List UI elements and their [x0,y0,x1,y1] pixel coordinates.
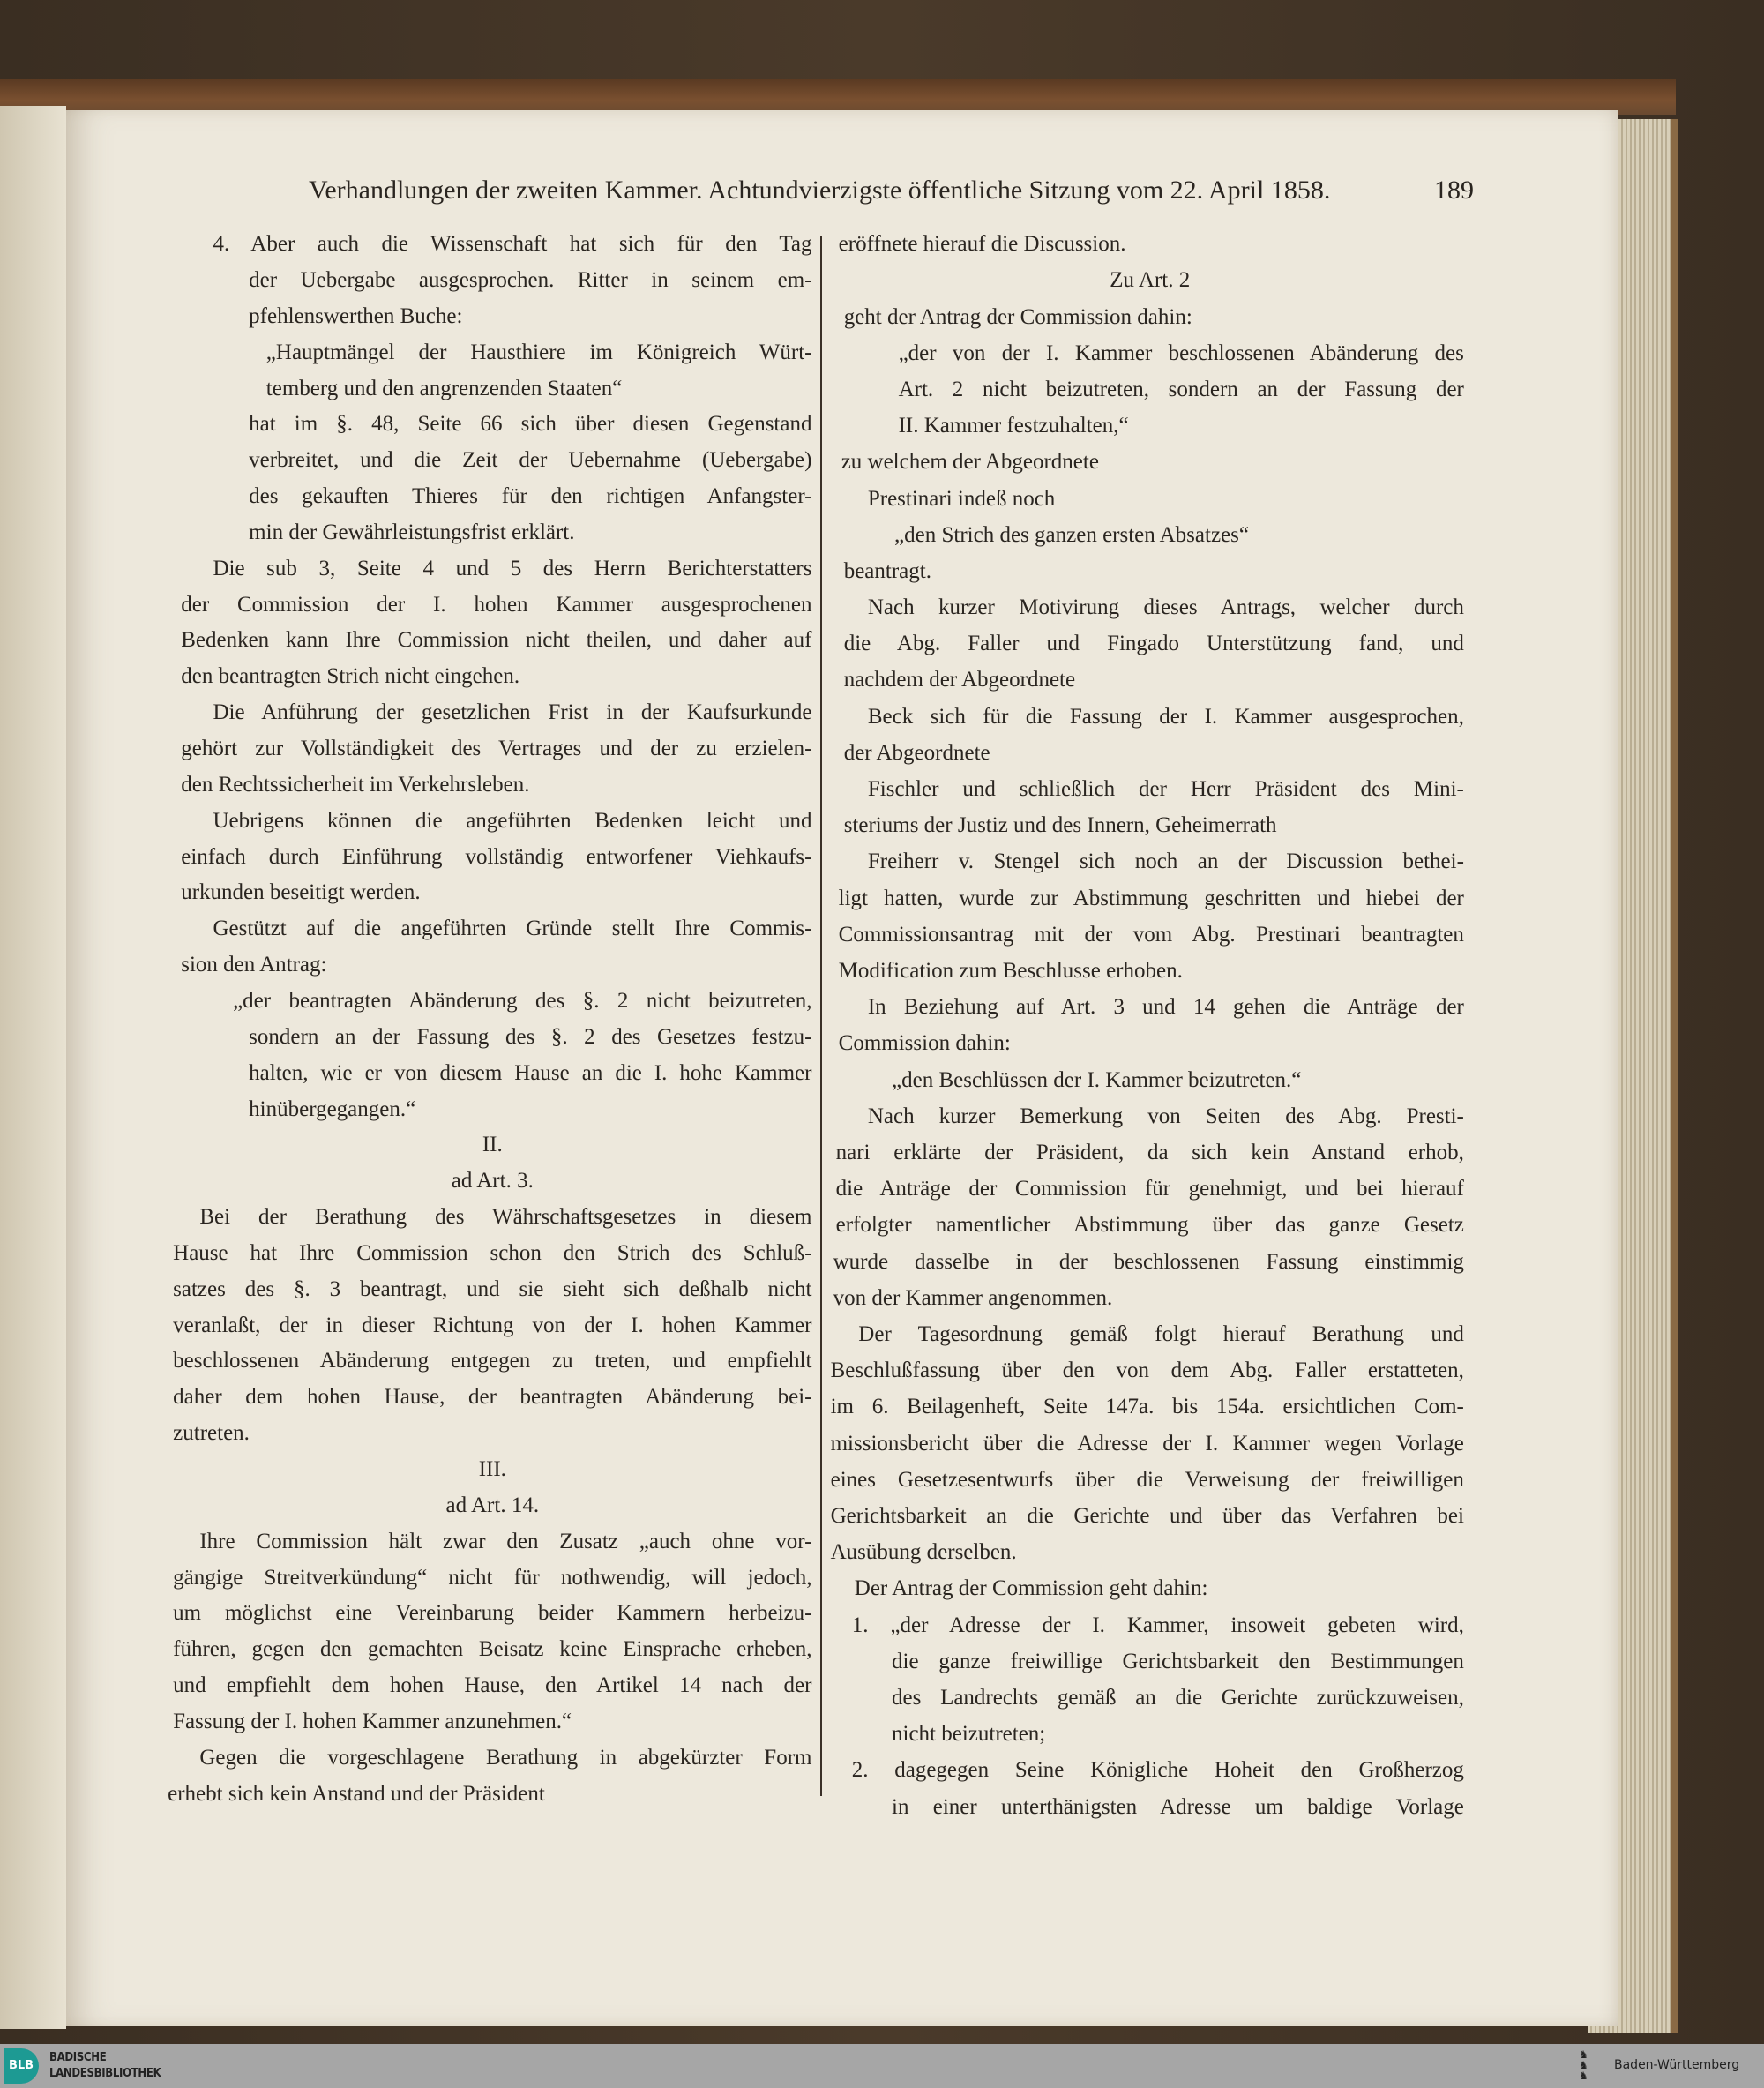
library-name-2: LANDESBIBLIOTHEK [49,2067,161,2080]
text-line: den Rechtssicherheit im Verkehrsleben. [181,772,530,797]
text-line: des gekauften Thieres für den richtigen Anfangster- [249,484,812,509]
text-line: verbreitet, und die Zeit der Uebernahme (Uebergabe) [249,448,812,473]
text-line: sion den Antrag: [181,953,327,977]
text-line: halten, wie er von diesem Hause an die I. hohe Kammer [249,1060,812,1085]
text-line: temberg und den angrenzenden Staaten“ [265,376,623,400]
text-line: erfolgter namentlicher Abstimmung über das ganze Gesetz [835,1213,1464,1238]
page-number: 189 [1434,176,1474,205]
text-line: missionsbericht über die Adresse der I. Kammer wegen Vorlage [830,1431,1464,1456]
text-line: veranlaßt, der in dieser Richtung von der I. hohen Kammer [173,1313,812,1337]
text-line: erhebt sich kein Anstand und der Präsident [168,1781,545,1806]
text-line: II. [482,1133,503,1157]
text-line: min der Gewährleistungsfrist erklärt. [249,520,575,544]
column-divider [820,236,822,1796]
text-line: nachdem der Abgeordnete [843,668,1076,692]
text-line: beantragt. [843,558,931,583]
text-line: sondern an der Fassung des §. 2 des Gesetzes festzu- [249,1024,812,1049]
text-line: Modification zum Beschlusse erhoben. [838,959,1183,984]
text-line: hinübergegangen.“ [249,1096,416,1121]
text-line: Gegen die vorgeschlagene Berathung in abgekürzter Form [199,1745,812,1770]
text-line: Commissionsantrag mit der vom Abg. Prestinari beantragten [838,922,1464,947]
text-line: beschlossenen Abänderung entgegen zu treten, und empfiehlt [173,1349,812,1373]
previous-page-edge [0,106,66,2029]
text-line: Fassung der I. hohen Kammer anzunehmen.“ [173,1709,572,1733]
text-line: Die Anführung der gesetzlichen Frist in der Kaufsurkunde [213,700,812,725]
state-lions-icon: ♞ ♞ ♞ [1579,2048,1588,2082]
footer-bar [0,2044,1764,2088]
text-line: nicht beizutreten; [892,1722,1046,1747]
text-line: Gestützt auf die angeführten Gründe stellt Ihre Commis- [213,917,812,941]
text-line: Die sub 3, Seite 4 und 5 des Herrn Berichterstatters [213,556,812,580]
text-line: „den Beschlüssen der I. Kammer beizutreten.“ [892,1067,1302,1092]
text-line: Zu Art. 2 [1110,268,1191,293]
text-line: 2. dagegegen Seine Königliche Hoheit den Großherzog [851,1758,1464,1783]
text-line: In Beziehung auf Art. 3 und 14 gehen die Anträge der [867,995,1464,1020]
text-line: führen, gegen den gemachten Beisatz keine Einsprache erheben, [173,1637,812,1662]
text-line: zu welchem der Abgeordnete [841,450,1099,475]
text-line: III. [478,1457,506,1481]
text-line: „der von der I. Kammer beschlossenen Abänderung des [898,341,1464,365]
text-line: „der beantragten Abänderung des §. 2 nicht beizutreten, [233,988,812,1013]
text-line: urkunden beseitigt werden. [181,880,421,905]
text-line: ligt hatten, wurde zur Abstimmung geschritten und hiebei der [838,886,1464,910]
text-line: eines Gesetzesentwurfs über die Verweisung der freiwilligen [830,1467,1464,1492]
text-line: 1. „der Adresse der I. Kammer, insoweit gebeten wird, [851,1613,1464,1637]
text-line: Freiherr v. Stengel sich noch an der Discussion bethei- [867,849,1464,874]
text-line: die Anträge der Commission für genehmigt, und bei hierauf [835,1177,1464,1201]
text-line: daher dem hohen Hause, der beantragten Abänderung bei- [173,1385,812,1410]
text-line: der Uebergabe ausgesprochen. Ritter in seinem em- [249,267,812,292]
text-line: Bedenken kann Ihre Commission nicht theilen, und daher auf [181,628,812,653]
text-line: Nach kurzer Motivirung dieses Antrags, welcher durch [867,595,1464,620]
blb-logo[interactable]: BLB [4,2048,39,2084]
text-line: in einer unterthänigsten Adresse um baldige Vorlage [892,1794,1464,1819]
text-line: ad Art. 14. [445,1493,540,1517]
text-line: Ihre Commission hält zwar den Zusatz „auch ohne vor- [199,1529,812,1553]
text-line: ad Art. 3. [451,1169,534,1194]
text-line: steriums der Justiz und des Innern, Geheimerrath [843,813,1277,838]
text-line: II. Kammer festzuhalten,“ [898,414,1129,438]
text-line: die Abg. Faller und Fingado Unterstützung fand, und [843,632,1464,656]
text-line: Nach kurzer Bemerkung von Seiten des Abg. Presti- [867,1104,1464,1128]
text-line: Der Antrag der Commission geht dahin: [854,1576,1208,1601]
text-line: der Commission der I. hohen Kammer ausgesprochenen [181,592,812,617]
text-line: Gerichtsbarkeit an die Gerichte und über das Verfahren bei [830,1503,1464,1528]
text-line: „Hauptmängel der Hausthiere im Königreich Würt- [265,340,812,364]
text-line: der Abgeordnete [843,740,990,765]
text-line: wurde dasselbe in der beschlossenen Fassung einstimmig [833,1249,1464,1274]
text-line: gängige Streitverkündung“ nicht für nothwendig, will jedoch, [173,1565,812,1590]
text-line: Hause hat Ihre Commission schon den Strich des Schluß- [173,1240,812,1265]
text-line: Beck sich für die Fassung der I. Kammer ausgesprochen, [867,704,1464,729]
text-line: Commission dahin: [838,1031,1011,1056]
text-line: geht der Antrag der Commission dahin: [843,304,1192,329]
text-line: des Landrechts gemäß an die Gerichte zurückzuweisen, [892,1685,1464,1710]
text-line: pfehlenswerthen Buche: [249,303,463,328]
text-line: „den Strich des ganzen ersten Absatzes“ [894,522,1249,547]
text-line: und empfiehlt dem hohen Hause, den Artikel 14 nach der [173,1673,812,1698]
text-line: nari erklärte der Präsident, da sich kein Anstand erhob, [835,1141,1464,1165]
text-line: hat im §. 48, Seite 66 sich über diesen Gegenstand [249,412,812,437]
text-line: Fischler und schließlich der Herr Präsident des Mini- [867,777,1464,802]
running-title: Verhandlungen der zweiten Kammer. Achtundvierzigste öffentliche Sitzung vom 22. April 1858. [309,176,1331,205]
text-line: Prestinari indeß noch [867,486,1056,511]
text-line: 4. Aber auch die Wissenschaft hat sich für den Tag [213,232,812,257]
text-line: von der Kammer angenommen. [833,1285,1113,1310]
text-line: Beschlußfassung über den von dem Abg. Faller erstatteten, [830,1358,1464,1383]
text-line: zutreten. [173,1421,250,1446]
text-line: einfach durch Einführung vollständig entworfener Viehkaufs- [181,844,812,869]
book-binding [0,79,1676,115]
library-name: BADISCHE [49,2051,107,2064]
text-line: eröffnete hierauf die Discussion. [838,232,1126,257]
state-name[interactable]: Baden-Württemberg [1614,2058,1740,2072]
text-line: satzes des §. 3 beantragt, und sie sieht sich deßhalb nicht [173,1276,812,1301]
text-line: Ausübung derselben. [830,1540,1017,1565]
text-line: um möglichst eine Vereinbarung beider Kammern herbeizu- [173,1601,812,1626]
text-line: Bei der Berathung des Währschaftsgesetzes in diesem [199,1205,812,1230]
text-line: Der Tagesordnung gemäß folgt hierauf Berathung und [858,1322,1464,1347]
text-line: Uebrigens können die angeführten Bedenken leicht und [213,808,812,833]
text-line: Art. 2 nicht beizutreten, sondern an der Fassung der [898,377,1464,401]
text-line: gehört zur Vollständigkeit des Vertrages und der zu erzielen- [181,737,812,761]
text-line: die ganze freiwillige Gerichtsbarkeit den Bestimmungen [892,1649,1464,1673]
text-line: im 6. Beilagenheft, Seite 147a. bis 154a. ersichtlichen Com- [830,1395,1464,1419]
text-line: den beantragten Strich nicht eingehen. [181,664,520,689]
